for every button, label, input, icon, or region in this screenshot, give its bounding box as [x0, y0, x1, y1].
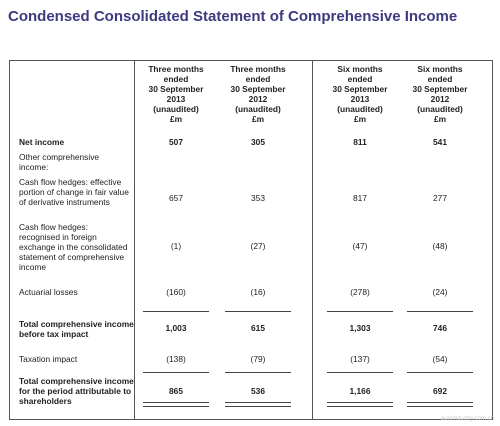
double-underline	[225, 402, 291, 407]
cell: 1,003	[165, 323, 187, 333]
cell: (48)	[432, 241, 448, 251]
total-rule	[143, 372, 209, 373]
cell: (137)	[350, 354, 370, 364]
cell: 746	[433, 323, 447, 333]
total-rule	[225, 372, 291, 373]
column-divider	[312, 60, 313, 420]
subtotal-rule	[225, 311, 291, 312]
cell: 507	[169, 137, 183, 147]
row-label-net-income: Net income	[19, 137, 65, 147]
row-label-cash-flow-hedges-recognised: Cash flow hedges: recognised in foreign exchange in the consolidated statement of comprehensive income	[19, 222, 128, 272]
statement-title: Condensed Consolidated Statement of Comprehensive Income	[8, 8, 458, 25]
row-label-total-for-period: Total comprehensive income for the period attributable to shareholders	[19, 376, 134, 406]
cell: (79)	[250, 354, 266, 364]
cell: 657	[169, 193, 183, 203]
total-rule	[407, 372, 473, 373]
subtotal-rule	[407, 311, 473, 312]
cell: 692	[433, 386, 447, 396]
cell: 536	[251, 386, 265, 396]
row-label-total-before-tax: Total comprehensive income before tax impact	[19, 319, 134, 339]
cell: (16)	[250, 287, 266, 297]
column-header-1: Three months ended 30 September 2013 (unaudited) £m	[148, 64, 204, 124]
cell: 865	[169, 386, 183, 396]
cell: (1)	[170, 241, 182, 251]
cell: 353	[251, 193, 265, 203]
subtotal-rule	[327, 311, 393, 312]
column-divider	[134, 60, 135, 420]
row-label-other-comprehensive-income: Other comprehensive income:	[19, 152, 100, 172]
row-label-cash-flow-hedges-effective: Cash flow hedges: effective portion of change in fair value of derivative instruments	[19, 177, 129, 207]
cell: (278)	[350, 287, 370, 297]
cell: 305	[251, 137, 265, 147]
cell: (47)	[352, 241, 368, 251]
cell: 615	[251, 323, 265, 333]
cell: 277	[433, 193, 447, 203]
cell: (54)	[432, 354, 448, 364]
row-label-taxation-impact: Taxation impact	[19, 354, 78, 364]
double-underline	[327, 402, 393, 407]
column-header-2: Three months ended 30 September 2012 (unaudited) £m	[230, 64, 286, 124]
column-header-3: Six months ended 30 September 2013 (unaudited) £m	[332, 64, 388, 124]
column-header-4: Six months ended 30 September 2012 (unaudited) £m	[412, 64, 468, 124]
total-rule	[327, 372, 393, 373]
cell: 811	[353, 137, 367, 147]
cell: 1,303	[349, 323, 371, 333]
cell: (24)	[432, 287, 448, 297]
cell: 541	[433, 137, 447, 147]
cell: (27)	[250, 241, 266, 251]
subtotal-rule	[143, 311, 209, 312]
cell: 1,166	[349, 386, 371, 396]
double-underline	[143, 402, 209, 407]
row-label-actuarial-losses: Actuarial losses	[19, 287, 78, 297]
cell: 817	[353, 193, 367, 203]
cell: (138)	[166, 354, 186, 364]
cell: (160)	[166, 287, 186, 297]
double-underline	[407, 402, 473, 407]
watermark: autoindustry.com.cn	[440, 416, 494, 422]
